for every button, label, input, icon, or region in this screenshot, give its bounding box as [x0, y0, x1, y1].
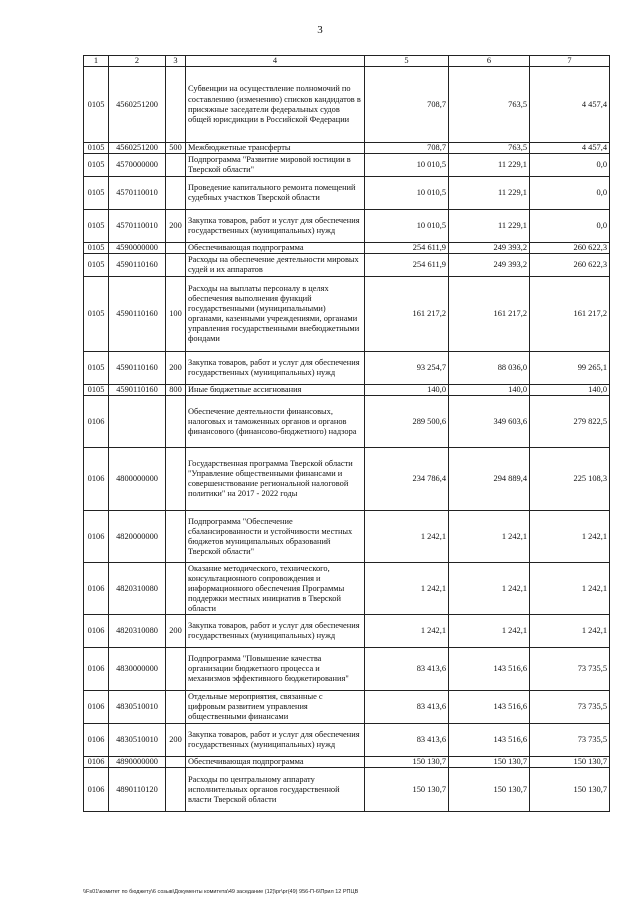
header-cell: 5 — [365, 56, 449, 67]
cell-v2: 763,5 — [449, 143, 530, 154]
cell-v3: 150 130,7 — [530, 768, 610, 812]
cell-v2: 143 516,6 — [449, 691, 530, 724]
cell-section: 0105 — [84, 277, 109, 352]
cell-v2: 349 603,6 — [449, 396, 530, 448]
cell-code: 4570000000 — [109, 154, 166, 177]
cell-v3: 73 735,5 — [530, 724, 610, 757]
cell-v2: 161 217,2 — [449, 277, 530, 352]
cell-section: 0106 — [84, 648, 109, 691]
cell-type: 200 — [166, 724, 186, 757]
cell-v1: 83 413,6 — [365, 724, 449, 757]
cell-v1: 140,0 — [365, 385, 449, 396]
cell-type — [166, 396, 186, 448]
cell-v2: 140,0 — [449, 385, 530, 396]
cell-v3: 260 622,3 — [530, 254, 610, 277]
table-body — [84, 67, 610, 812]
cell-type — [166, 448, 186, 511]
cell-v2: 249 393,2 — [449, 243, 530, 254]
cell-name: Обеспечивающая подпрограмма — [186, 757, 365, 768]
cell-v3: 260 622,3 — [530, 243, 610, 254]
cell-section: 0105 — [84, 254, 109, 277]
budget-table — [83, 55, 610, 812]
cell-v3: 0,0 — [530, 177, 610, 210]
cell-v3: 1 242,1 — [530, 615, 610, 648]
cell-v1: 708,7 — [365, 143, 449, 154]
header-cell: 7 — [530, 56, 610, 67]
cell-code: 4890000000 — [109, 757, 166, 768]
header-cell: 1 — [84, 56, 109, 67]
table-row — [84, 768, 610, 812]
cell-v1: 1 242,1 — [365, 615, 449, 648]
table-row — [84, 396, 610, 448]
cell-v1: 150 130,7 — [365, 757, 449, 768]
cell-type — [166, 67, 186, 143]
cell-v2: 143 516,6 — [449, 648, 530, 691]
cell-v2: 1 242,1 — [449, 511, 530, 563]
cell-v3: 4 457,4 — [530, 67, 610, 143]
cell-code: 4560251200 — [109, 67, 166, 143]
cell-v1: 10 010,5 — [365, 177, 449, 210]
cell-v3: 4 457,4 — [530, 143, 610, 154]
cell-name: Подпрограмма "Повышение качества организации бюджетного процесса и механизмов эффективного бюджетирования" — [186, 648, 365, 691]
cell-v3: 225 108,3 — [530, 448, 610, 511]
cell-code: 4570110010 — [109, 210, 166, 243]
cell-v2: 11 229,1 — [449, 154, 530, 177]
cell-v1: 93 254,7 — [365, 352, 449, 385]
table-row — [84, 648, 610, 691]
table-row — [84, 352, 610, 385]
cell-type: 200 — [166, 352, 186, 385]
cell-name: Государственная программа Тверской области "Управление общественными финансами и совершенствование региональной налоговой политики" на 2017 - 2022 годы — [186, 448, 365, 511]
cell-v3: 0,0 — [530, 210, 610, 243]
table-row — [84, 691, 610, 724]
cell-code: 4890110120 — [109, 768, 166, 812]
cell-name: Расходы на выплаты персоналу в целях обеспечения выполнения функций государственными (муниципальными) органами, казенными учреждениями, органами управления государственными внебюджетными фондами — [186, 277, 365, 352]
table-row — [84, 563, 610, 615]
cell-v2: 143 516,6 — [449, 724, 530, 757]
cell-v3: 161 217,2 — [530, 277, 610, 352]
cell-code: 4560251200 — [109, 143, 166, 154]
cell-v3: 150 130,7 — [530, 757, 610, 768]
header-cell: 3 — [166, 56, 186, 67]
cell-name: Закупка товаров, работ и услуг для обеспечения государственных (муниципальных) нужд — [186, 724, 365, 757]
cell-name: Обеспечение деятельности финансовых, налоговых и таможенных органов и органов финансового (финансово-бюджетного) надзора — [186, 396, 365, 448]
cell-type: 800 — [166, 385, 186, 396]
cell-type — [166, 243, 186, 254]
cell-name: Подпрограмма "Обеспечение сбалансированности и устойчивости местных бюджетов муниципальных образований Тверской области" — [186, 511, 365, 563]
cell-code: 4830000000 — [109, 648, 166, 691]
cell-v2: 11 229,1 — [449, 177, 530, 210]
cell-type: 200 — [166, 210, 186, 243]
cell-type: 200 — [166, 615, 186, 648]
cell-name: Субвенции на осуществление полномочий по составлению (изменению) списков кандидатов в присяжные заседатели федеральных судов общей юрисдикции в Российской Федерации — [186, 67, 365, 143]
cell-type — [166, 768, 186, 812]
cell-v2: 150 130,7 — [449, 768, 530, 812]
cell-name: Закупка товаров, работ и услуг для обеспечения государственных (муниципальных) нужд — [186, 352, 365, 385]
cell-name: Подпрограмма "Развитие мировой юстиции в Тверской области" — [186, 154, 365, 177]
cell-v3: 0,0 — [530, 154, 610, 177]
cell-type: 500 — [166, 143, 186, 154]
cell-type — [166, 648, 186, 691]
table-row — [84, 67, 610, 143]
cell-v3: 73 735,5 — [530, 691, 610, 724]
cell-section: 0105 — [84, 210, 109, 243]
cell-section: 0106 — [84, 768, 109, 812]
cell-section: 0106 — [84, 396, 109, 448]
cell-code: 4830510010 — [109, 691, 166, 724]
table-row — [84, 615, 610, 648]
cell-v2: 1 242,1 — [449, 563, 530, 615]
cell-v3: 140,0 — [530, 385, 610, 396]
cell-v1: 254 611,9 — [365, 254, 449, 277]
cell-v2: 11 229,1 — [449, 210, 530, 243]
table-row — [84, 277, 610, 352]
cell-v1: 161 217,2 — [365, 277, 449, 352]
cell-v1: 234 786,4 — [365, 448, 449, 511]
cell-section: 0106 — [84, 724, 109, 757]
cell-type: 100 — [166, 277, 186, 352]
table-row — [84, 154, 610, 177]
cell-type — [166, 511, 186, 563]
cell-code: 4820310080 — [109, 563, 166, 615]
table-row — [84, 254, 610, 277]
cell-type — [166, 691, 186, 724]
cell-name: Оказание методического, технического, консультационного сопровождения и информационного обеспечения Программы поддержки местных инициатив в Тверской области — [186, 563, 365, 615]
header-cell: 2 — [109, 56, 166, 67]
cell-v1: 83 413,6 — [365, 648, 449, 691]
cell-section: 0105 — [84, 154, 109, 177]
cell-v1: 1 242,1 — [365, 563, 449, 615]
table-row — [84, 210, 610, 243]
table-row — [84, 448, 610, 511]
cell-code: 4830510010 — [109, 724, 166, 757]
cell-v1: 1 242,1 — [365, 511, 449, 563]
footer-file-path: \\Fs01\комитет по бюджету\6 созыв\Документы комитета\49 заседание (12)\рг\рг(49) 956-П-6\Прил 12 РПЦВ — [83, 889, 359, 895]
cell-section: 0106 — [84, 448, 109, 511]
cell-v2: 294 889,4 — [449, 448, 530, 511]
header-row — [84, 56, 610, 67]
cell-name: Проведение капитального ремонта помещений судебных участков Тверской области — [186, 177, 365, 210]
cell-v3: 1 242,1 — [530, 511, 610, 563]
cell-type — [166, 254, 186, 277]
cell-section: 0106 — [84, 615, 109, 648]
cell-code: 4590110160 — [109, 277, 166, 352]
cell-section: 0105 — [84, 243, 109, 254]
cell-v2: 249 393,2 — [449, 254, 530, 277]
cell-v1: 83 413,6 — [365, 691, 449, 724]
cell-section: 0105 — [84, 143, 109, 154]
cell-v3: 99 265,1 — [530, 352, 610, 385]
cell-v2: 1 242,1 — [449, 615, 530, 648]
cell-v2: 88 036,0 — [449, 352, 530, 385]
cell-section: 0106 — [84, 563, 109, 615]
table-row — [84, 143, 610, 154]
cell-code: 4820310080 — [109, 615, 166, 648]
table-row — [84, 724, 610, 757]
cell-v1: 10 010,5 — [365, 154, 449, 177]
cell-code — [109, 396, 166, 448]
cell-name: Отдельные мероприятия, связанные с цифровым развитием управления общественными финансами — [186, 691, 365, 724]
cell-v1: 10 010,5 — [365, 210, 449, 243]
cell-code: 4590110160 — [109, 352, 166, 385]
cell-v1: 708,7 — [365, 67, 449, 143]
cell-type — [166, 154, 186, 177]
cell-name: Иные бюджетные ассигнования — [186, 385, 365, 396]
cell-v2: 763,5 — [449, 67, 530, 143]
cell-section: 0105 — [84, 177, 109, 210]
cell-type — [166, 563, 186, 615]
cell-v1: 289 500,6 — [365, 396, 449, 448]
cell-v3: 279 822,5 — [530, 396, 610, 448]
table-row — [84, 757, 610, 768]
cell-code: 4590000000 — [109, 243, 166, 254]
cell-name: Закупка товаров, работ и услуг для обеспечения государственных (муниципальных) нужд — [186, 615, 365, 648]
cell-section: 0105 — [84, 385, 109, 396]
cell-type — [166, 177, 186, 210]
cell-section: 0106 — [84, 691, 109, 724]
cell-name: Расходы по центральному аппарату исполнительных органов государственной власти Тверской области — [186, 768, 365, 812]
cell-v3: 1 242,1 — [530, 563, 610, 615]
cell-section: 0105 — [84, 67, 109, 143]
table-row — [84, 243, 610, 254]
cell-section: 0106 — [84, 757, 109, 768]
cell-name: Обеспечивающая подпрограмма — [186, 243, 365, 254]
cell-code: 4570110010 — [109, 177, 166, 210]
cell-v2: 150 130,7 — [449, 757, 530, 768]
cell-section: 0105 — [84, 352, 109, 385]
cell-code: 4820000000 — [109, 511, 166, 563]
table-row — [84, 385, 610, 396]
table-row — [84, 177, 610, 210]
cell-v1: 254 611,9 — [365, 243, 449, 254]
header-cell: 6 — [449, 56, 530, 67]
cell-code: 4800000000 — [109, 448, 166, 511]
page-number: 3 — [317, 24, 323, 36]
cell-name: Закупка товаров, работ и услуг для обеспечения государственных (муниципальных) нужд — [186, 210, 365, 243]
header-cell: 4 — [186, 56, 365, 67]
table-row — [84, 511, 610, 563]
cell-v3: 73 735,5 — [530, 648, 610, 691]
cell-name: Расходы на обеспечение деятельности мировых судей и их аппаратов — [186, 254, 365, 277]
cell-type — [166, 757, 186, 768]
cell-section: 0106 — [84, 511, 109, 563]
cell-v1: 150 130,7 — [365, 768, 449, 812]
cell-code: 4590110160 — [109, 385, 166, 396]
cell-code: 4590110160 — [109, 254, 166, 277]
cell-name: Межбюджетные трансферты — [186, 143, 365, 154]
